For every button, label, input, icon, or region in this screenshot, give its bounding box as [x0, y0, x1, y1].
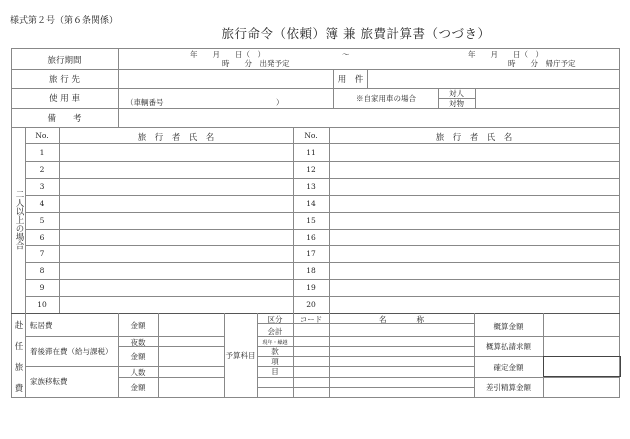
traveler-no-right: 18: [306, 266, 316, 275]
family-expense-label: 家族移転費: [30, 377, 68, 386]
traveler-no-left: 9: [39, 283, 45, 292]
private-car-note: ※自家用車の場合: [356, 94, 416, 103]
budget-row-moku: 目: [271, 367, 279, 376]
traveler-no-right: 16: [306, 233, 316, 242]
stay-amount-label: 金額: [130, 352, 146, 361]
purpose-label: 用 件: [337, 75, 364, 85]
traveler-no-left: 1: [39, 148, 45, 157]
traveler-no-right: 12: [306, 165, 316, 174]
traveler-name-field[interactable]: [60, 213, 293, 228]
destination-field[interactable]: [119, 70, 333, 88]
depart-date[interactable]: 年 月 日（ ）: [190, 50, 265, 59]
estimated-request-field[interactable]: [544, 337, 619, 356]
final-amount-field[interactable]: [543, 356, 621, 377]
traveler-name-field[interactable]: [330, 280, 619, 295]
budget-name-header: 名 称: [379, 315, 424, 324]
relocation-side-label: 赴 任 旅 費: [14, 321, 24, 394]
traveler-no-right: 15: [306, 216, 316, 225]
estimated-amount-field[interactable]: [544, 314, 619, 336]
budget-item-label: 予算科目: [225, 351, 256, 360]
name-header-right: 旅 行 者 氏 名: [435, 133, 513, 143]
return-time[interactable]: 時 分 帰庁予定: [508, 59, 576, 68]
traveler-name-field[interactable]: [330, 297, 619, 312]
travel-period-label: 旅行期間: [47, 56, 82, 66]
remarks-field[interactable]: [119, 109, 619, 127]
moving-amount-label: 金額: [130, 321, 146, 330]
remarks-label: 備 考: [47, 114, 82, 124]
stay-expense-label: 着後滞在費（給与課税）: [30, 347, 113, 356]
traveler-name-field[interactable]: [330, 246, 619, 261]
traveler-no-left: 6: [39, 233, 45, 242]
traveler-no-left: 5: [39, 216, 45, 225]
family-amount-label: 金額: [130, 383, 146, 392]
traveler-no-right: 20: [306, 300, 316, 309]
traveler-name-field[interactable]: [60, 230, 293, 245]
traveler-no-left: 10: [37, 300, 47, 309]
insurance-person-label: 対人: [449, 89, 464, 98]
no-header-left: No.: [35, 131, 49, 140]
budget-row-kou: 項: [271, 357, 279, 366]
traveler-name-field[interactable]: [60, 246, 293, 261]
estimated-amount-label: 概算金額: [493, 322, 524, 331]
traveler-name-field[interactable]: [330, 145, 619, 160]
traveler-no-left: 4: [39, 199, 45, 208]
settlement-amount-label: 差引精算金額: [486, 383, 531, 392]
traveler-no-left: 2: [39, 165, 45, 174]
traveler-name-field[interactable]: [60, 263, 293, 278]
stay-amount-field[interactable]: [159, 347, 224, 366]
family-amount-field[interactable]: [159, 378, 224, 397]
estimated-request-label: 概算払請求額: [486, 342, 531, 351]
traveler-no-right: 13: [306, 182, 316, 191]
traveler-name-field[interactable]: [330, 230, 619, 245]
traveler-no-left: 8: [39, 266, 45, 275]
traveler-name-field[interactable]: [330, 213, 619, 228]
vehicle-label: 使 用 車: [49, 94, 80, 104]
traveler-name-field[interactable]: [330, 263, 619, 278]
nights-label: 夜数: [130, 338, 146, 347]
nights-field[interactable]: [159, 337, 224, 346]
traveler-no-left: 7: [39, 249, 45, 258]
purpose-field[interactable]: [368, 70, 619, 88]
traveler-name-field[interactable]: [60, 145, 293, 160]
traveler-no-right: 17: [306, 249, 316, 258]
form-id: 様式第２号（第６条関係）: [10, 16, 119, 26]
traveler-name-field[interactable]: [330, 196, 619, 211]
insurance-property-label: 対物: [449, 99, 464, 108]
no-header-right: No.: [304, 131, 318, 140]
traveler-name-field[interactable]: [60, 297, 293, 312]
budget-category-header: 区分: [267, 315, 283, 324]
final-amount-label: 確定金額: [493, 363, 524, 372]
traveler-name-field[interactable]: [60, 280, 293, 295]
return-date[interactable]: 年 月 日（ ）: [468, 50, 543, 59]
traveler-name-field[interactable]: [60, 196, 293, 211]
page-title: 旅行命令（依頼）簿 兼 旅費計算書（つづき）: [221, 26, 491, 41]
traveler-no-left: 3: [39, 182, 45, 191]
traveler-name-field[interactable]: [330, 162, 619, 177]
insurance-field[interactable]: [476, 89, 619, 108]
persons-label: 人数: [130, 368, 146, 377]
tilde: ～: [342, 50, 350, 59]
moving-expense-label: 転居費: [30, 321, 53, 330]
budget-code-header: コード: [299, 315, 323, 324]
settlement-amount-field[interactable]: [544, 378, 619, 397]
traveler-name-field[interactable]: [60, 179, 293, 194]
multiple-travelers-label: 二人以上の場合: [14, 190, 24, 250]
persons-field[interactable]: [159, 367, 224, 377]
budget-row-kan: 款: [271, 347, 279, 356]
budget-row-year: 現年・繰越: [262, 340, 288, 346]
traveler-name-field[interactable]: [60, 162, 293, 177]
name-header-left: 旅 行 者 氏 名: [137, 133, 215, 143]
moving-amount-field[interactable]: [159, 314, 224, 336]
budget-row-account: 会計: [267, 327, 283, 336]
traveler-no-right: 11: [306, 148, 316, 157]
traveler-no-right: 19: [306, 283, 316, 292]
vehicle-number-field[interactable]: （車輌番号 ）: [126, 98, 284, 107]
destination-label: 旅 行 先: [49, 75, 80, 85]
traveler-name-field[interactable]: [330, 179, 619, 194]
traveler-no-right: 14: [306, 199, 316, 208]
depart-time[interactable]: 時 分 出発予定: [222, 59, 290, 68]
